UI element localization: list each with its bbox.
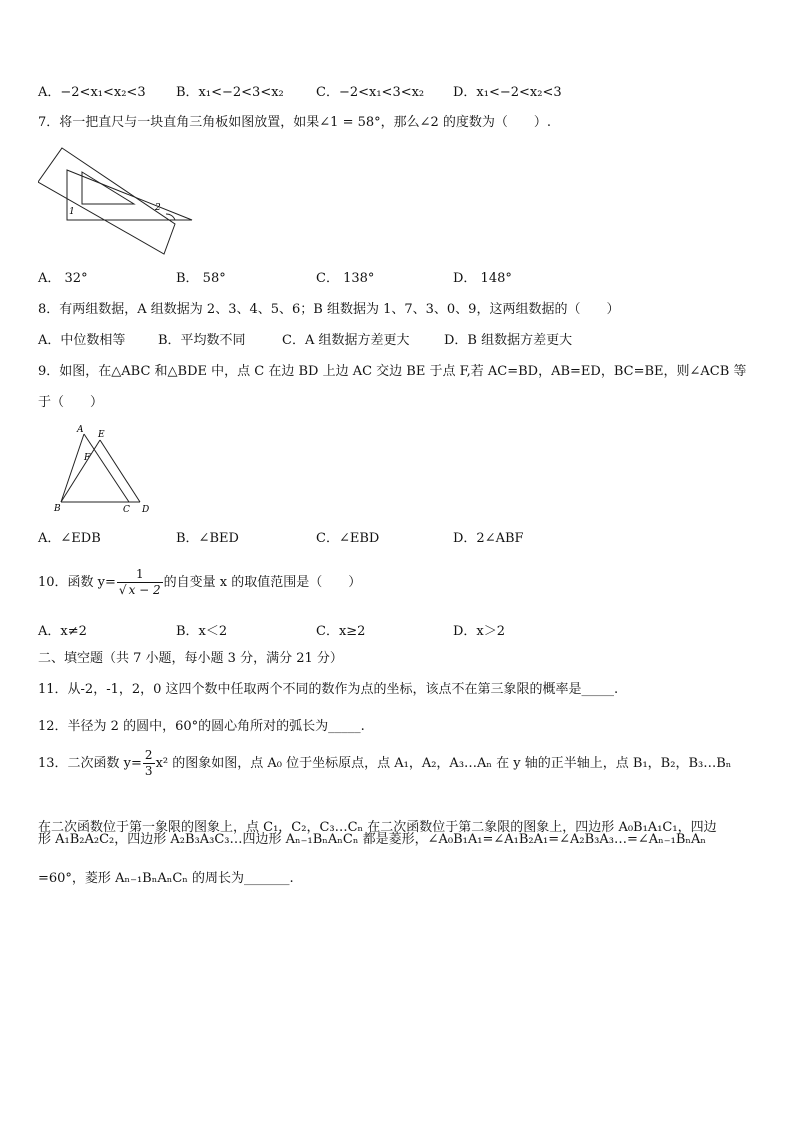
q13-denominator: 3 [144, 764, 153, 778]
q13-line1-rest: x² 的图象如图，点 A₀ 位于坐标原点，点 A₁，A₂，A₃…Aₙ 在 y 轴的正半轴上，点 B₁，B₂，B₃…Bₙ [155, 756, 732, 771]
q10-denominator: √ x − 2 [118, 583, 161, 597]
q7-label-2: 2 [155, 203, 161, 213]
q9-label-e: E [98, 430, 105, 440]
q9-option-b: B．∠BED [176, 531, 239, 546]
q10-fraction [117, 567, 163, 598]
q6-option-d: D．x₁<−2<x₂<3 [453, 85, 562, 100]
q13-fraction [143, 748, 155, 779]
q7-option-b: B． 58° [176, 271, 226, 286]
q9-option-d: D．2∠ABF [453, 531, 524, 546]
q6-option-b: B．x₁<−2<3<x₂ [176, 85, 284, 100]
q10-option-d: D．x＞2 [453, 624, 506, 639]
q7-option-a: A． 32° [38, 271, 88, 286]
q10-option-b: B．x＜2 [176, 624, 228, 639]
q7-option-c: C． 138° [316, 271, 375, 286]
q9-label-b: B [54, 504, 61, 514]
q10-text [38, 563, 361, 603]
q9-option-a: A．∠EDB [38, 531, 101, 546]
q9-figure [52, 422, 156, 514]
q8-option-d: D．B 组数据方差更大 [444, 333, 573, 348]
q12-text: 12．半径为 2 的圆中，60°的圆心角所对的弧长为_____. [38, 719, 365, 734]
q13-line2: 在二次函数位于第一象限的图象上，点 C₁，C₂，C₃…Cₙ 在二次函数位于第二象限的图象上，四边形 A₀B₁A₁C₁，四边 [38, 820, 717, 835]
q6-option-c: C．−2<x₁<3<x₂ [316, 85, 425, 100]
q9-label-d: D [142, 505, 150, 514]
q7-figure [38, 142, 196, 260]
q9-text-line2: 于（ ） [38, 395, 104, 410]
q9-label-f: F [84, 453, 91, 463]
q10-numerator: 1 [117, 567, 163, 583]
q13-line3: 形 A₁B₂A₂C₂，四边形 A₂B₃A₃C₃…四边形 Aₙ₋₁BₙAₙCₙ 都是菱形，∠A₀B₁A₁=∠A₁B₂A₁=∠A₂B₃A₃…=∠Aₙ₋₁BₙAₙ [38, 832, 707, 847]
q13-line4: =60°，菱形 Aₙ₋₁BₙAₙCₙ 的周长为_______. [38, 871, 294, 886]
q9-text-line1: 9．如图，在△ABC 和△BDE 中，点 C 在边 BD 上边 AC 交边 BE 于点 F,若 AC=BD，AB=ED，BC=BE，则∠ACB 等 [38, 364, 747, 379]
q9-label-a: A [77, 425, 84, 435]
q7-label-1: 1 [69, 207, 75, 217]
q13-line1 [38, 744, 731, 784]
section-2-heading: 二、填空题（共 7 小题，每小题 3 分，满分 21 分） [38, 651, 343, 666]
q10-prefix: 10．函数 y= [38, 575, 116, 590]
q7-text: 7．将一把直尺与一块直角三角板如图放置，如果∠1 = 58°，那么∠2 的度数为（ ）. [38, 115, 552, 130]
q8-text: 8．有两组数据，A 组数据为 2、3、4、5、6；B 组数据为 1、7、3、0、9，这两组数据的（ ） [38, 302, 620, 317]
q10-suffix: 的自变量 x 的取值范围是（ ） [163, 575, 362, 590]
q11-text: 11．从-2，-1，2，0 这四个数中任取两个不同的数作为点的坐标，该点不在第三象限的概率是_____. [38, 682, 619, 697]
q10-option-c: C．x≥2 [316, 624, 366, 639]
q8-option-c: C．A 组数据方差更大 [282, 333, 410, 348]
q13-prefix: 13．二次函数 y= [38, 756, 142, 771]
q10-option-a: A．x≠2 [38, 624, 87, 639]
q8-option-b: B．平均数不同 [158, 333, 246, 348]
q7-option-d: D． 148° [453, 271, 512, 286]
q6-option-a: A．−2<x₁<x₂<3 [38, 85, 146, 100]
q9-label-c: C [123, 505, 130, 514]
q9-option-c: C．∠EBD [316, 531, 380, 546]
q13-numerator: 2 [144, 748, 153, 762]
q8-option-a: A．中位数相等 [38, 333, 126, 348]
q10-radicand: x − 2 [128, 583, 161, 597]
